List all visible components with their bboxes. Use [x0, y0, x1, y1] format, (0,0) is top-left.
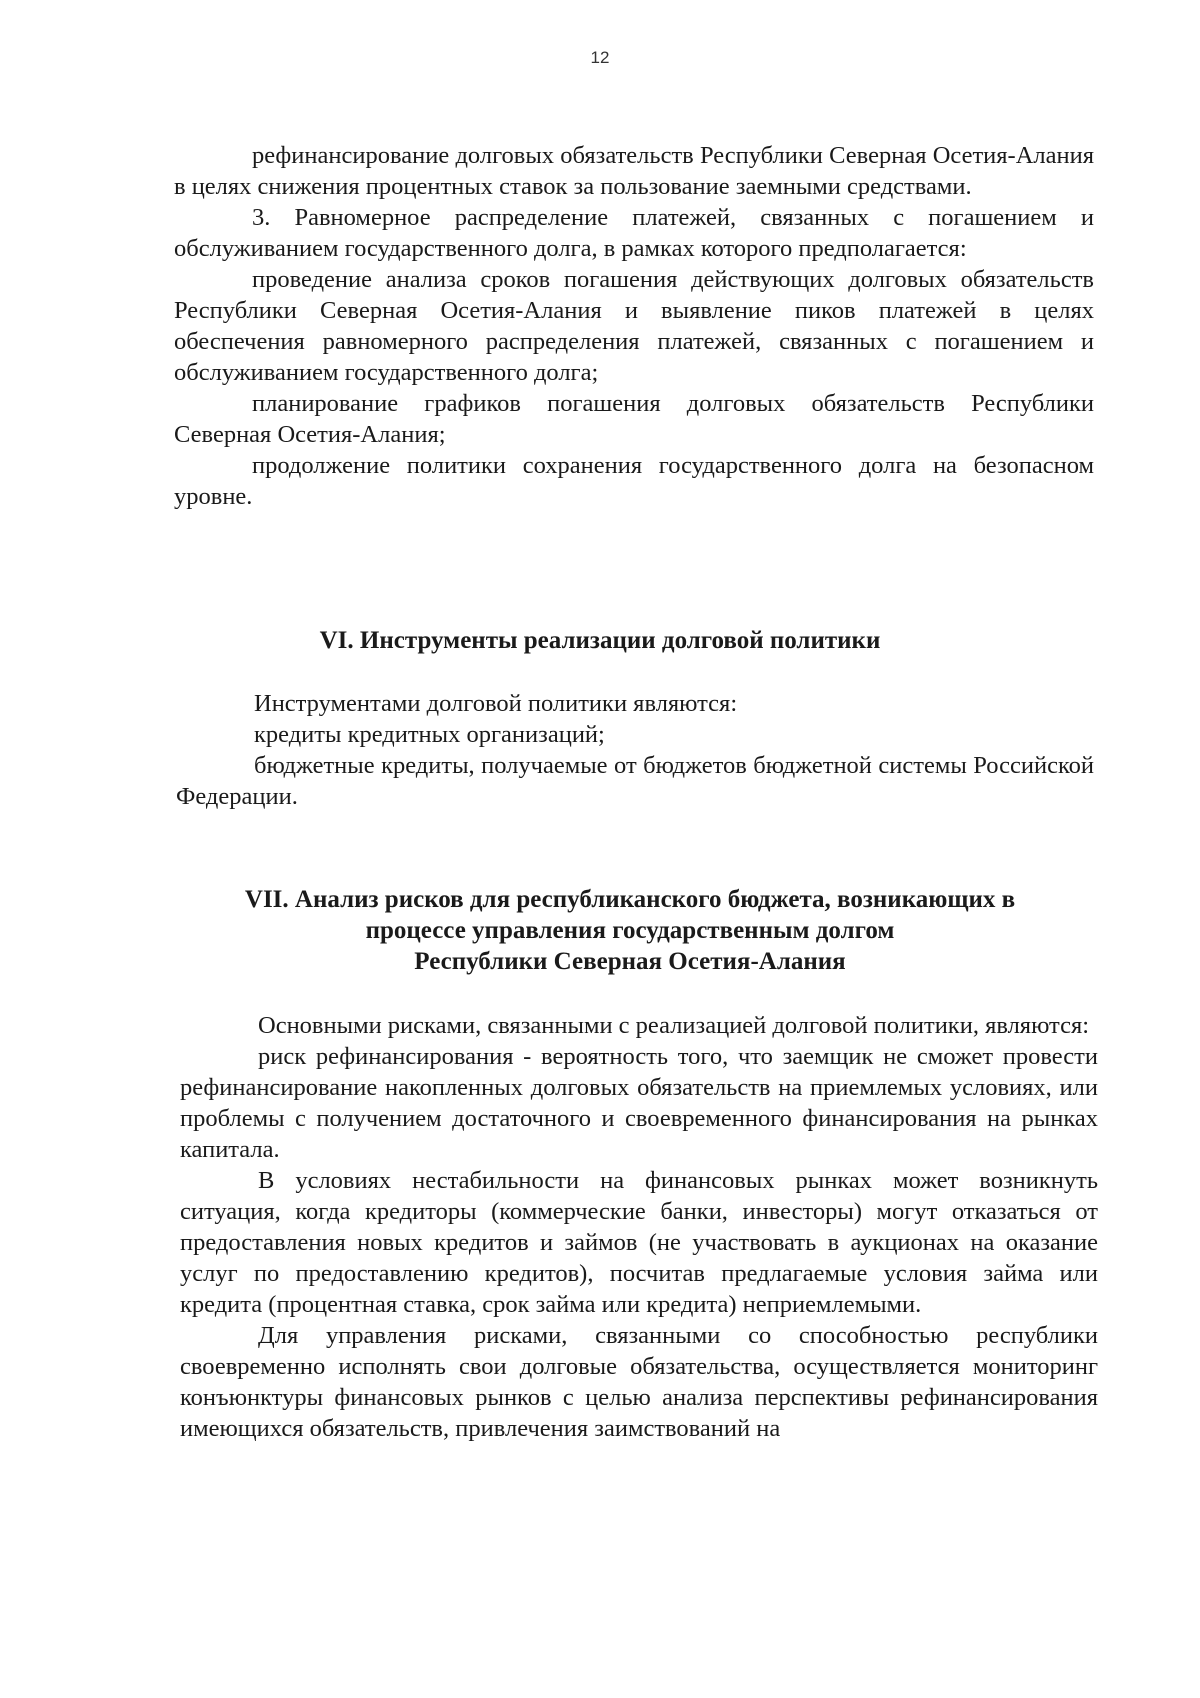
section-vi-heading: [0, 625, 1200, 656]
paragraph: Основными рисками, связанными с реализацией долговой политики, являются:: [258, 1012, 1090, 1039]
paragraph: планирование графиков погашения долговых обязательств Республики Северная Осетия-Алания;: [174, 390, 1094, 448]
heading-line: VI. Инструменты реализации долговой политики: [319, 627, 881, 654]
section-vi-body: [176, 688, 1094, 812]
section-top: [174, 140, 1094, 512]
paragraph: Инструментами долговой политики являются:: [254, 690, 738, 717]
heading-line: VII. Анализ рисков для республиканского бюджета, возникающих в: [244, 886, 1016, 913]
paragraph: продолжение политики сохранения государственного долга на безопасном уровне.: [174, 452, 1094, 510]
paragraph: проведение анализа сроков погашения действующих долговых обязательств Республики Северная Осетия-Алания и выявление пиков платежей в целях обеспечения равномерного распределения платежей, связанных с погашением и обслуживанием государственного долга;: [174, 266, 1094, 386]
paragraph: Для управления рисками, связанными со способностью республики своевременно исполнять свои долговые обязательства, осуществляется мониторинг конъюнктуры финансовых рынков с целью анализа перспективы рефинансирования имеющихся обязательств, привлечения заимствований на: [180, 1322, 1098, 1442]
paragraph: кредиты кредитных организаций;: [254, 721, 605, 748]
section-vii-heading: [30, 884, 1200, 977]
section-vii-body: [180, 1010, 1098, 1444]
paragraph: риск рефинансирования - вероятность того, что заемщик не сможет провести рефинансирование накопленных долговых обязательств на приемлемых условиях, или проблемы с получением достаточного и своевременного финансирования на рынках капитала.: [180, 1043, 1098, 1163]
heading-line: Республики Северная Осетия-Алания: [414, 948, 846, 975]
paragraph: 3. Равномерное распределение платежей, связанных с погашением и обслуживанием государственного долга, в рамках которого предполагается:: [174, 204, 1094, 262]
heading-line: процессе управления государственным долгом: [365, 917, 895, 944]
paragraph: бюджетные кредиты, получаемые от бюджетов бюджетной системы Российской Федерации.: [176, 752, 1094, 810]
paragraph: рефинансирование долговых обязательств Республики Северная Осетия-Алания в целях снижения процентных ставок за пользование заемными средствами.: [174, 142, 1094, 200]
paragraph: В условиях нестабильности на финансовых рынках может возникнуть ситуация, когда кредиторы (коммерческие банки, инвесторы) могут отказаться от предоставления новых кредитов и займов (не участвовать в аукционах на оказание услуг по предоставлению кредитов), посчитав предлагаемые условия займа или кредита (процентная ставка, срок займа или кредита) неприемлемыми.: [180, 1167, 1098, 1318]
page-number: 12: [590, 48, 610, 67]
